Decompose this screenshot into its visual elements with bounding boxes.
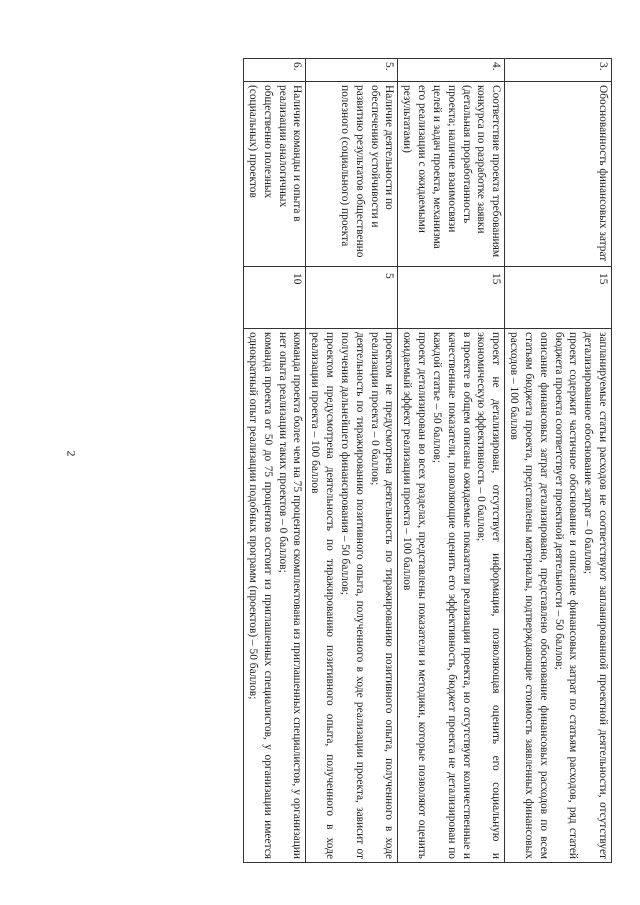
table-row xyxy=(505,59,612,863)
criteria-table-rotated xyxy=(92,58,612,863)
row-number: 3. xyxy=(505,59,612,82)
row-number: 6. xyxy=(244,59,306,82)
scoring-description xyxy=(398,329,505,863)
criterion-name: Наличие деятельности по обеспечению устойчивости и развитию результатов общественно полезного (социального) проекта xyxy=(306,82,398,267)
scoring-level: проектом не предусмотрена деятельность по тиражированию позитивного опыта, полученного в ходе реализации проекта – 0 баллов; xyxy=(368,332,396,859)
row-number: 4. xyxy=(398,59,505,82)
scoring-description xyxy=(306,329,398,863)
scoring-level: запланируемые статьи расходов не соответствуют запланированной проектной деятельности, отсутствует детализированное обоснование затрат – 0 баллов; xyxy=(582,332,609,859)
table-row xyxy=(398,59,505,863)
max-score: 10 xyxy=(244,267,306,329)
criterion-name: Наличие команды и опыта в реализации аналогичных общественно полезных (социальных) проектов xyxy=(244,82,306,267)
page-number: 2 xyxy=(64,450,79,457)
scoring-level: команда проекта от 50 до 75 процентов состоит из приглашенных специалистов, у организации имеется однократный опыт реализации подобных программ (проектов) – 50 баллов; xyxy=(246,332,274,859)
criterion-name: Обоснованность финансовых затрат xyxy=(505,82,612,267)
table-row xyxy=(244,59,306,863)
scoring-level: описание финансовых затрат детализировано, представлено обоснование финансовых расходов по всем статьям бюджета проекта, представлены материалы, подтверждающие стоимость заявленных финансовых расходов – 100 баллов xyxy=(508,332,550,859)
max-score: 15 xyxy=(398,267,505,329)
table-row xyxy=(306,59,398,863)
scoring-level: проект детализирован во всех разделах, представлены показатели и методики, которые позволяют оценить ожидаемый эффект реализации проекта – 100 баллов xyxy=(401,332,429,859)
criterion-name: Соответствие проекта требованиям конкурса по разработке заявки (детальная проработанность проекта; наличие взаимосвязи целей и задач проекта, механизма его реализации с ожидаемыми результатами) xyxy=(398,82,505,267)
criteria-table xyxy=(243,58,612,863)
row-number: 5. xyxy=(306,59,398,82)
scoring-description xyxy=(505,329,612,863)
scoring-description xyxy=(244,329,306,863)
max-score: 5 xyxy=(306,267,398,329)
max-score: 15 xyxy=(505,267,612,329)
scoring-level: в проекте в общем описаны ожидаемые показатели реализации проекта, но отсутствуют количественные и качественные показатели, позволяющие оценить его эффективность, бюджет проекта не детализирован по каждой статье – 50 баллов; xyxy=(430,332,473,859)
scoring-level: проектом предусмотрена деятельность по тиражированию позитивного опыта, полученного в ходе реализации проекта – 100 баллов xyxy=(309,332,337,859)
scoring-level: команда проекта более чем на 75 процентов скомплектована из приглашенных специалистов, у организации нет опыта реализации таких проектов – 0 баллов; xyxy=(276,332,304,859)
scoring-level: проект не детализирован, отсутствует информация, позволяющая оценить его социальную и экономическую эффективность – 0 баллов; xyxy=(475,332,503,859)
scoring-level: проект содержит частичное обоснование и описание финансовых затрат по статьям расходов, ряд статей бюджета проекта соответствует проектной деятельности – 50 баллов; xyxy=(552,332,580,859)
scoring-level: деятельность по тиражированию позитивного опыта, полученного в ходе реализации проекта, зависит от получения дальнейшего финансирования – 50 баллов; xyxy=(338,332,366,859)
